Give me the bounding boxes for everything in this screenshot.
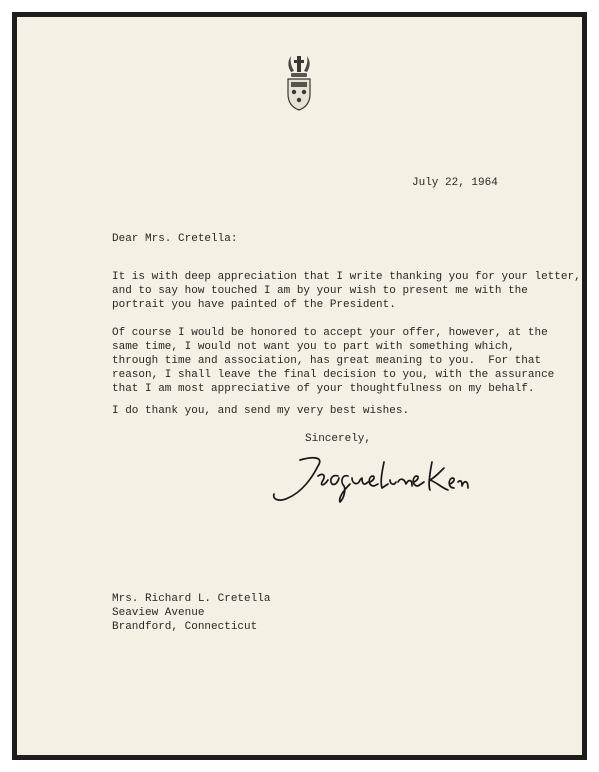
letter-date: July 22, 1964: [412, 177, 498, 189]
recipient-address: Mrs. Richard L. Cretella Seaview Avenue Brandford, Connecticut: [112, 593, 271, 633]
paragraph-1: It is with deep appreciation that I write thanking you for your letter, and to say how touched I am by your wish to present me with the portrait you have painted of the President.: [112, 271, 581, 311]
salutation: Dear Mrs. Cretella:: [112, 233, 238, 245]
paragraph-3: I do thank you, and send my very best wishes.: [112, 405, 410, 417]
closing: Sincerely,: [305, 433, 372, 445]
handwritten-signature: [262, 442, 482, 512]
family-crest-icon: [282, 52, 316, 112]
paragraph-2: Of course I would be honored to accept your offer, however, at the same time, I would not want you to part with something which, through time and association, has great meaning to you. For that reason, I shall leave the final decision to you, with the assurance that I am most appreciative of your thoughtfulness on my behalf.: [112, 327, 555, 395]
